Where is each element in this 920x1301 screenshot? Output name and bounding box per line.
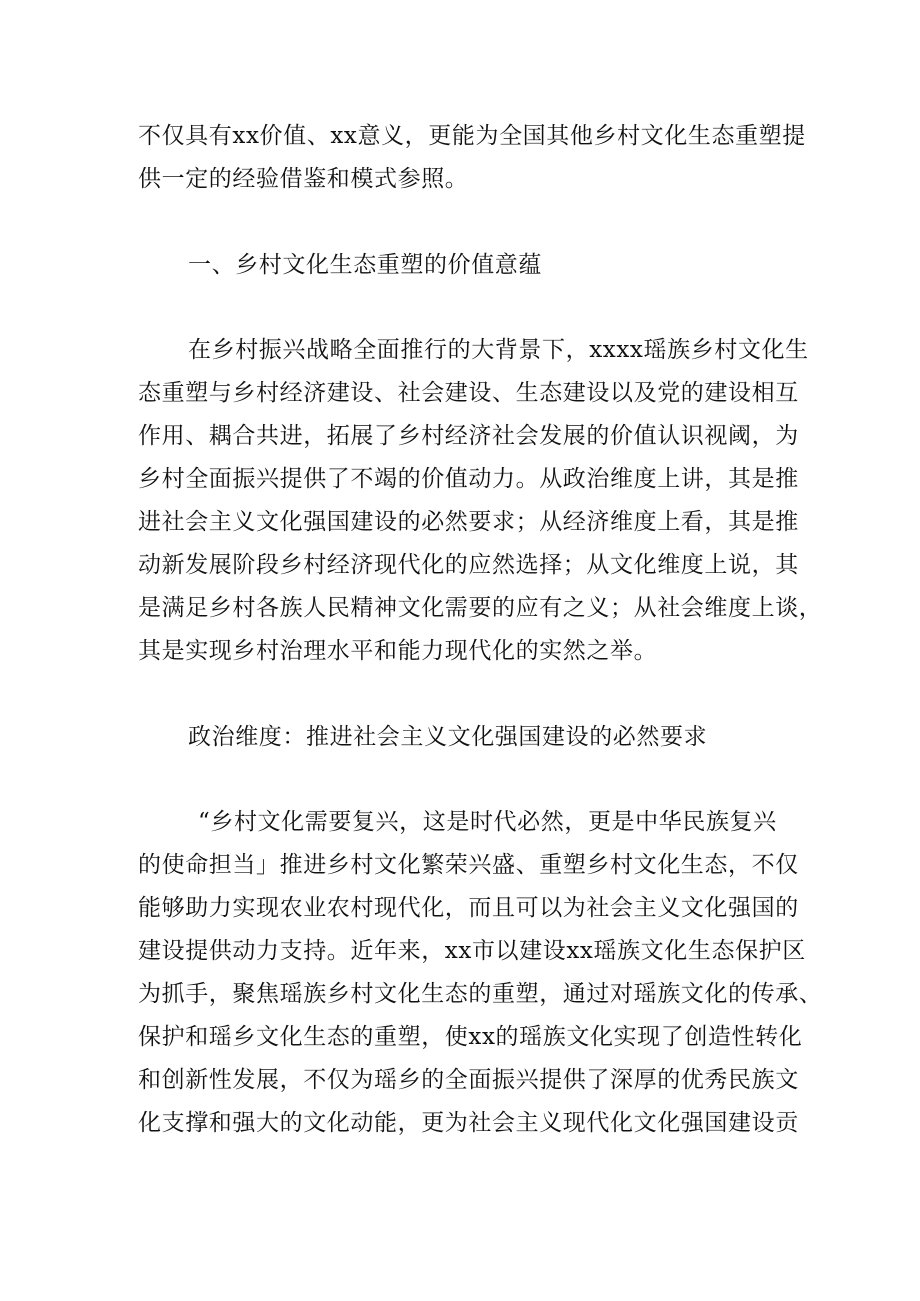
paragraph-line: 作用、耦合共进，拓展了乡村经济社会发展的价值认识视阈，为 xyxy=(138,423,799,449)
paragraph-line: 供一定的经验借鉴和模式参照。 xyxy=(138,166,469,192)
paragraph-line: 在乡村振兴战略全面推行的大背景下，xxxx瑶族乡村文化生 xyxy=(188,337,809,363)
paragraph-line: 建设提供动力支持。近年来，xx市以建设xx瑶族文化生态保护区 xyxy=(138,938,806,964)
paragraph-line: 其是实现乡村治理水平和能力现代化的实然之举。 xyxy=(138,638,658,664)
paragraph-line: 是满足乡村各族人民精神文化需要的应有之义；从社会维度上谈， xyxy=(138,595,823,621)
paragraph-line: 的使命担当」推进乡村文化繁荣兴盛、重塑乡村文化生态，不仅 xyxy=(138,852,799,878)
paragraph-line: 乡村全面振兴提供了不竭的价值动力。从政治维度上讲，其是推 xyxy=(138,466,799,492)
paragraph-line: 态重塑与乡村经济建设、社会建设、生态建设以及党的建设相互 xyxy=(138,380,799,406)
paragraph-line: “乡村文化需要复兴，这是时代必然，更是中华民族复兴 xyxy=(198,809,777,835)
paragraph-line: 动新发展阶段乡村经济现代化的应然选择；从文化维度上说，其 xyxy=(138,552,799,578)
paragraph-line: 能够助力实现农业农村现代化，而且可以为社会主义文化强国的 xyxy=(138,895,799,921)
section-heading: 一、乡村文化生态重塑的价值意蕴 xyxy=(188,252,542,278)
paragraph-line: 化支撑和强大的文化动能，更为社会主义现代化文化强国建设贡 xyxy=(138,1110,799,1136)
paragraph-line: 保护和瑶乡文化生态的重塑，使xx的瑶族文化实现了创造性转化 xyxy=(138,1024,803,1050)
paragraph-line: 不仅具有xx价值、xx意义，更能为全国其他乡村文化生态重塑提 xyxy=(138,123,806,149)
paragraph-line: 进社会主义文化强国建设的必然要求；从经济维度上看，其是推 xyxy=(138,509,799,535)
paragraph-line: 和创新性发展，不仅为瑶乡的全面振兴提供了深厚的优秀民族文 xyxy=(138,1067,799,1093)
paragraph-line: 为抓手，聚焦瑶族乡村文化生态的重塑，通过对瑶族文化的传承、 xyxy=(138,981,823,1007)
subsection-heading: 政治维度：推进社会主义文化强国建设的必然要求 xyxy=(188,724,708,750)
